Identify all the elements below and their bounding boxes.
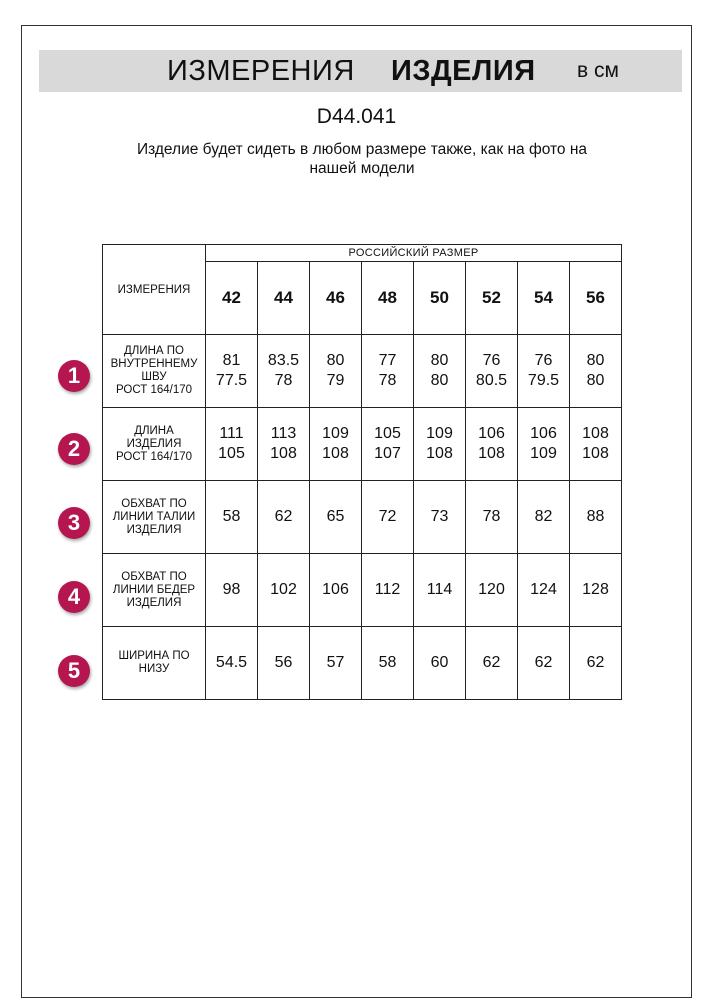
size-chart-page	[21, 25, 692, 998]
row-label: ОБХВАТ ПО ЛИНИИ БЕДЕР ИЗДЕЛИЯ	[103, 554, 206, 627]
measurement-number-badge: 4	[58, 581, 90, 613]
table-cell: 54.5	[206, 627, 258, 700]
table-cell: 128	[570, 554, 622, 627]
table-cell: 82	[518, 481, 570, 554]
table-cell: 111 105	[206, 408, 258, 481]
size-header: 56	[570, 262, 622, 335]
table-row	[103, 408, 622, 481]
header-band	[39, 50, 682, 92]
size-header: 44	[258, 262, 310, 335]
table-cell: 58	[362, 627, 414, 700]
row-label: ОБХВАТ ПО ЛИНИИ ТАЛИИ ИЗДЕЛИЯ	[103, 481, 206, 554]
size-header: 46	[310, 262, 362, 335]
measurement-number-badge: 3	[58, 507, 90, 539]
table-cell: 108 108	[570, 408, 622, 481]
fit-note: Изделие будет сидеть в любом размере также, как на фото на нашей модели	[136, 141, 588, 177]
table-cell: 73	[414, 481, 466, 554]
table-row	[103, 481, 622, 554]
table-cell: 106 109	[518, 408, 570, 481]
table-cell: 62	[466, 627, 518, 700]
table-cell: 77 78	[362, 335, 414, 408]
header-title-part2: ИЗДЕЛИЯ	[391, 55, 536, 87]
table-cell: 81 77.5	[206, 335, 258, 408]
header-title-part1: ИЗМЕРЕНИЯ	[167, 55, 355, 87]
measurement-number-badge: 5	[58, 655, 90, 687]
table-cell: 80 79	[310, 335, 362, 408]
table-cell: 106 108	[466, 408, 518, 481]
size-header: 52	[466, 262, 518, 335]
table-row	[103, 627, 622, 700]
header-unit: в см	[577, 59, 619, 82]
table-cell: 120	[466, 554, 518, 627]
row-label: ДЛИНА ИЗДЕЛИЯ РОСТ 164/170	[103, 408, 206, 481]
table-cell: 83.5 78	[258, 335, 310, 408]
table-cell: 78	[466, 481, 518, 554]
table-cell: 76 80.5	[466, 335, 518, 408]
table-cell: 60	[414, 627, 466, 700]
size-header: 50	[414, 262, 466, 335]
size-header: 54	[518, 262, 570, 335]
measurements-header: ИЗМЕРЕНИЯ	[103, 245, 206, 335]
article-number: D44.041	[316, 105, 397, 128]
row-label: ШИРИНА ПО НИЗУ	[103, 627, 206, 700]
table-cell: 56	[258, 627, 310, 700]
table-cell: 124	[518, 554, 570, 627]
table-cell: 109 108	[414, 408, 466, 481]
table-cell: 105 107	[362, 408, 414, 481]
measurement-number-badge: 1	[58, 360, 90, 392]
table-cell: 62	[518, 627, 570, 700]
table-cell: 72	[362, 481, 414, 554]
table-cell: 112	[362, 554, 414, 627]
table-cell: 57	[310, 627, 362, 700]
size-table	[102, 244, 622, 700]
table-header-row-group	[103, 245, 622, 262]
size-header: 42	[206, 262, 258, 335]
table-cell: 80 80	[414, 335, 466, 408]
table-cell: 102	[258, 554, 310, 627]
table-cell: 113 108	[258, 408, 310, 481]
table-cell: 62	[570, 627, 622, 700]
russian-size-header: РОССИЙСКИЙ РАЗМЕР	[206, 245, 622, 262]
table-cell: 114	[414, 554, 466, 627]
table-cell: 88	[570, 481, 622, 554]
table-cell: 58	[206, 481, 258, 554]
table-cell: 76 79.5	[518, 335, 570, 408]
table-cell: 106	[310, 554, 362, 627]
table-cell: 80 80	[570, 335, 622, 408]
measurement-number-badge: 2	[58, 433, 90, 465]
table-cell: 109 108	[310, 408, 362, 481]
size-header: 48	[362, 262, 414, 335]
row-label: ДЛИНА ПО ВНУТРЕННЕМУ ШВУ РОСТ 164/170	[103, 335, 206, 408]
table-cell: 65	[310, 481, 362, 554]
table-cell: 62	[258, 481, 310, 554]
table-cell: 98	[206, 554, 258, 627]
table-row	[103, 554, 622, 627]
table-row	[103, 335, 622, 408]
